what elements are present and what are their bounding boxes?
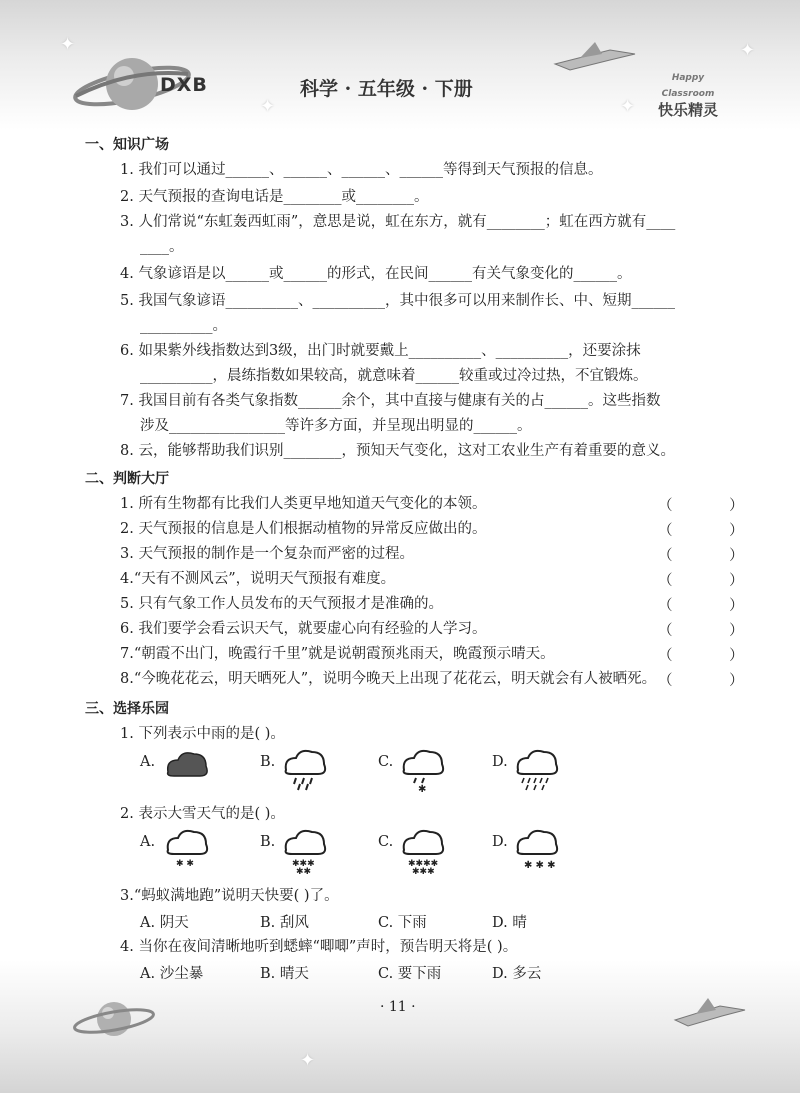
svg-text:✱✱: ✱✱ (296, 867, 312, 874)
page-title: 科学 · 五年级 · 下册 (300, 78, 473, 100)
fill-blank-line: 3. 人们常说“东虹轰西虹雨”，意思是说，虹在东方，就有________；虹在西方就有____ (120, 214, 676, 230)
fill-blank-line: 6. 如果紫外线指数达到3级，出门时就要戴上__________、__________，还要涂抹 (120, 343, 641, 359)
heavy-rain-cloud-icon (512, 748, 562, 792)
option-label[interactable]: A. 沙尘暴 (140, 966, 204, 982)
judge-item: 8.“今晚花花云，明天晒死人”，说明今晚天上出现了花花云，明天就会有人被晒死。 (120, 671, 657, 687)
judge-item: 2. 天气预报的信息是人们根据动植物的异常反应做出的。 (120, 521, 487, 537)
heavy-snow-cloud-icon (398, 828, 448, 874)
fill-blank-line: 8. 云，能够帮助我们识别________，预知天气变化，这对工农业生产有着重要的意义。 (120, 443, 675, 459)
star-icon: ✦ (740, 40, 756, 61)
svg-text:✱✱✱: ✱✱✱ (412, 867, 435, 874)
space-shuttle-icon (670, 990, 750, 1034)
space-shuttle-icon (550, 36, 640, 76)
judge-item: 5. 只有气象工作人员发布的天气预报才是准确的。 (120, 596, 443, 612)
brand-logo-cn: 快乐精灵 (657, 101, 718, 119)
judge-item: 1. 所有生物都有比我们人类更早地知道天气变化的本领。 (120, 496, 487, 512)
svg-text:✱ ✱ ✱: ✱ ✱ ✱ (524, 860, 556, 871)
option-label[interactable]: B. (260, 754, 276, 770)
answer-paren[interactable]: （ ） (658, 648, 770, 664)
judge-item: 3. 天气预报的制作是一个复杂而严密的过程。 (120, 546, 414, 562)
section-heading: 二、判断大厅 (85, 471, 169, 487)
answer-paren[interactable]: （ ） (658, 523, 770, 539)
fill-blank-line: 5. 我国气象谚语__________、__________，其中很多可以用来制作长、中、短期______ (120, 293, 675, 309)
answer-paren[interactable]: （ ） (658, 573, 770, 589)
brand-logo-en: Happy Classroom (661, 73, 715, 99)
choice-question: 1. 下列表示中雨的是( )。 (120, 726, 285, 742)
judge-item: 4.“天有不测风云”，说明天气预报有难度。 (120, 571, 396, 587)
judge-item: 7.“朝霞不出门，晚霞行千里”就是说朝霞预兆雨天，晚霞预示晴天。 (120, 646, 555, 662)
answer-paren[interactable]: （ ） (658, 623, 770, 639)
svg-text:✱: ✱ (418, 784, 427, 792)
option-label[interactable]: A. 阴天 (140, 915, 189, 931)
svg-text:✱✱✱: ✱✱✱ (292, 859, 315, 869)
option-label[interactable]: C. 要下雨 (378, 966, 442, 982)
answer-paren[interactable]: （ ） (658, 598, 770, 614)
answer-paren[interactable]: （ ） (658, 498, 770, 514)
fill-blank-line: 1. 我们可以通过______、______、______、______等得到天气预报的信息。 (120, 162, 603, 178)
option-label[interactable]: C. (378, 754, 394, 770)
star-icon: ✦ (60, 34, 76, 55)
option-label[interactable]: C. (378, 834, 394, 850)
page-number: · 11 · (380, 999, 416, 1015)
planet-icon (70, 995, 160, 1043)
option-label[interactable]: A. (140, 834, 156, 850)
book-code: DXB (160, 74, 208, 96)
fill-blank-line: __________。 (140, 318, 227, 334)
rain-cloud-icon (280, 748, 330, 792)
option-label[interactable]: C. 下雨 (378, 915, 427, 931)
answer-paren[interactable]: （ ） (658, 548, 770, 564)
star-icon: ✦ (260, 96, 276, 117)
fill-blank-line: 7. 我国目前有各类气象指数______余个，其中直接与健康有关的占______。这些指数 (120, 393, 661, 409)
judge-item: 6. 我们要学会看云识天气，就要虚心向有经验的人学习。 (120, 621, 487, 637)
brand-logo (650, 70, 726, 119)
choice-question: 3.“蚂蚁满地跑”说明天快要( )了。 (120, 888, 339, 904)
svg-text:✱✱✱✱: ✱✱✱✱ (408, 859, 439, 869)
svg-text:✱ ✱: ✱ ✱ (176, 859, 194, 869)
choice-question: 2. 表示大雪天气的是( )。 (120, 806, 285, 822)
overcast-cloud-icon (162, 748, 212, 788)
fill-blank-line: 4. 气象谚语是以______或______的形式，在民间______有关气象变化的______。 (120, 266, 632, 282)
section-heading: 一、知识广场 (85, 137, 169, 153)
option-label[interactable]: D. (492, 834, 508, 850)
sleet-cloud-icon (398, 748, 448, 792)
snow-cloud-icon (512, 828, 562, 874)
option-label[interactable]: B. 刮风 (260, 915, 309, 931)
moderate-snow-cloud-icon (280, 828, 330, 874)
option-label[interactable]: D. 晴 (492, 915, 527, 931)
light-snow-cloud-icon (162, 828, 212, 874)
star-icon: ✦ (620, 96, 636, 117)
option-label[interactable]: D. 多云 (492, 966, 542, 982)
fill-blank-line: 涉及________________等许多方面，并呈现出明显的______。 (140, 418, 532, 434)
fill-blank-line: ____。 (140, 239, 184, 255)
fill-blank-line: 2. 天气预报的查询电话是________或________。 (120, 189, 429, 205)
option-label[interactable]: D. (492, 754, 508, 770)
answer-paren[interactable]: （ ） (658, 673, 770, 689)
section-heading: 三、选择乐园 (85, 701, 169, 717)
fill-blank-line: __________，晨练指数如果较高，就意味着______较重或过冷过热，不宜锻炼。 (140, 368, 648, 384)
star-icon: ✦ (300, 1050, 316, 1071)
option-label[interactable]: B. (260, 834, 276, 850)
option-label[interactable]: A. (140, 754, 156, 770)
option-label[interactable]: B. 晴天 (260, 966, 309, 982)
choice-question: 4. 当你在夜间清晰地听到蟋蟀“唧唧”声时，预告明天将是( )。 (120, 939, 518, 955)
